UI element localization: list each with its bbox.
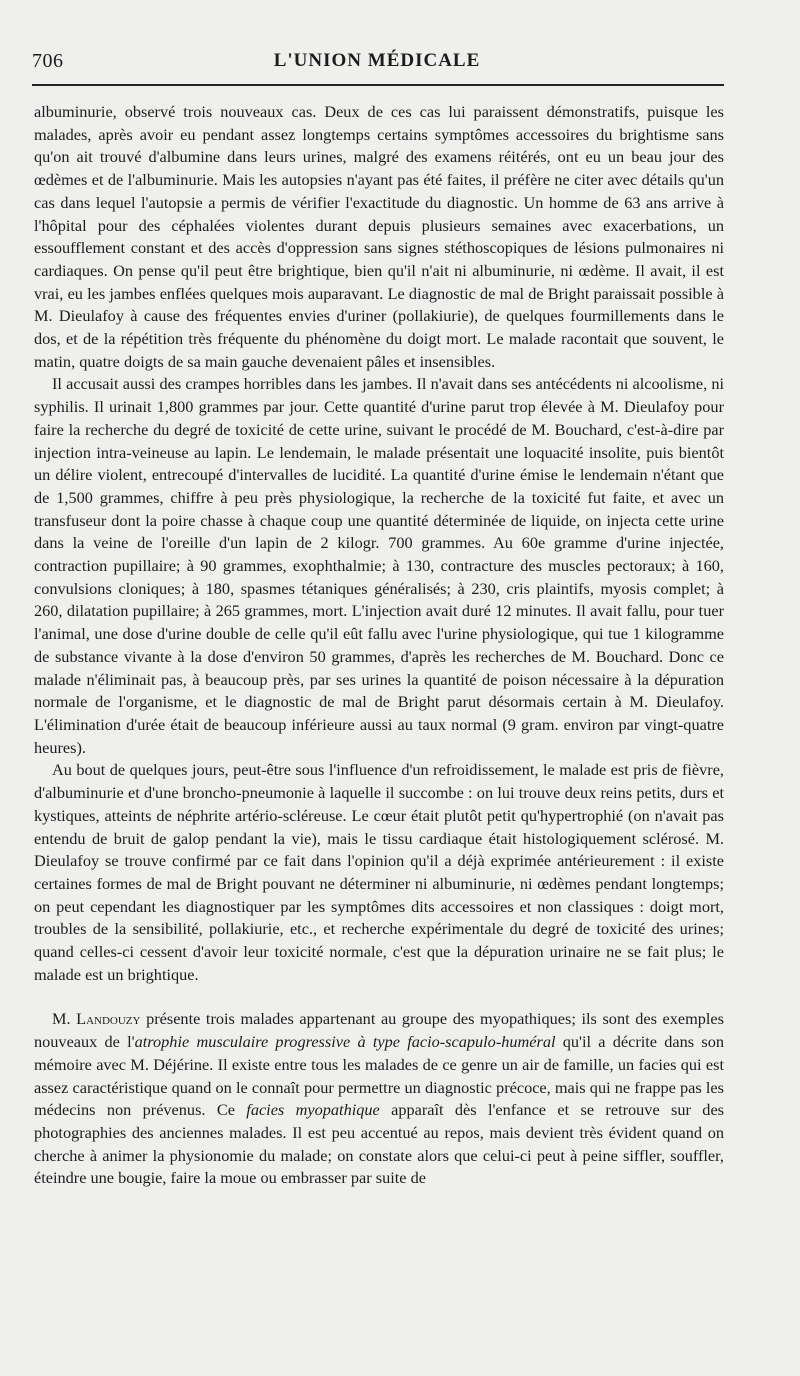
- speaker-name: M. Landouzy: [52, 1009, 141, 1029]
- paragraph-1: albuminurie, observé trois nouveaux cas. Deux de ces cas lui paraissent démonstratifs, puisque les malades, après avoir eu pendant assez longtemps certains symptômes accessoires du brightisme sans qu'on ait trouvé d'albumine dans leurs urines, malgré des examens réitérés, ont eu un beau jour des œdèmes et de l'albuminurie. Mais les autopsies n'ayant pas été faites, il préfère ne citer avec détails qu'un cas dans lequel l'autopsie a permis de vérifier l'exactitude du diagnostic. Un homme de 63 ans arrive à l'hôpital pour des céphalées violentes durant depuis plusieurs semaines avec exacerbations, un essoufflement constant et des accès d'oppression sans signes stéthoscopiques de lésions pulmonaires ni cardiaques. On pense qu'il peut être brightique, bien qu'il n'ait ni albuminurie, ni œdème. Il avait, il est vrai, eu les jambes enflées quelques mois auparavant. Le diagnostic de mal de Bright paraissait possible à M. Dieulafoy à cause des fréquentes envies d'uriner (pollakiurie), de quelques fourmillements dans le dos, et de la répétition très fréquente du phénomène du doigt mort. Le malade racontait que souvent, le matin, quatre doigts de sa main gauche devenaient pâles et insensibles.: [34, 102, 724, 371]
- header-rule: [32, 84, 724, 86]
- journal-title: L'UNION MÉDICALE: [273, 50, 481, 71]
- paragraph-4-part-3: apparaît dès l'enfance et se retrouve sur des photographies des anciennes malades. Il est peu accentué au repos, mais devient très évident quand on cherche à animer la physionomie du malade; on constate alors que celui-ci peut à peine siffler, souffler, éteindre une bougie, faire la moue ou embrasser par suite de: [34, 1100, 725, 1188]
- page-number: 706: [32, 50, 64, 72]
- paragraph-4-part-2: qu'il a décrite dans son mémoire avec M. Déjérine. Il existe entre tous les malades de ce genre un air de famille, un facies qui est assez caractéristique quand on le connaît pour permettre un diagnostic précoce, mais qui ne frappe pas les médecins non prévenus. Ce: [34, 1032, 724, 1120]
- paragraph-2: Il accusait aussi des crampes horribles dans les jambes. Il n'avait dans ses antécédents ni alcoolisme, ni syphilis. Il urinait 1,800 grammes par jour. Cette quantité d'urine parut trop élevée à M. Dieulafoy pour faire la recherche du degré de toxicité de cette urine, suivant le procédé de M. Bouchard, c'est-à-dire par injection intra-veineuse au lapin. Le lendemain, le malade présentait une loquacité insolite, puis bientôt un délire violent, entrecoupé d'intervalles de lucidité. La quantité d'urine émise le lendemain n'étant que de 1,500 grammes, chiffre à peu près physiologique, la recherche de la toxicité fut faite, et avec un transfuseur dont la poire chasse à chaque coup une quantité déterminée de liquide, on injecta cette urine dans la veine de l'oreille d'un lapin de 2 kilogr. 700 grammes. Au 60e gramme d'urine injectée, contraction pupillaire; à 90 grammes, exophthalmie; à 130, contracture des muscles pectoraux; à 160, convulsions cloniques; à 180, spasmes tétaniques généralisés; à 230, cris plaintifs, myosis complet; à 260, dilatation pupillaire; à 265 grammes, mort. L'injection avait duré 12 minutes. Il avait fallu, pour tuer l'animal, une dose d'urine double de celle qu'il eût fallu avec l'urine physiologique, qui tue 1 kilogramme de substance vivante à la dose d'environ 50 grammes, d'après les recherches de M. Bouchard. Donc ce malade n'éliminait pas, à beaucoup près, par ses urines la quantité de poison nécessaire à la dépuration normale de l'organisme, et le diagnostic de mal de Bright parut désormais certain à M. Dieulafoy. L'élimination d'urée était de beaucoup inférieure aussi au taux normal (9 gram. environ par vingt-quatre heures).: [34, 374, 724, 757]
- paragraph-4-part-1: présente trois malades appartenant au groupe des myopathiques; ils sont des exemples nouveaux de l': [34, 1009, 724, 1052]
- facies-term-italic: facies myopathique: [246, 1100, 380, 1120]
- article-body: [34, 101, 724, 1190]
- running-header: [32, 50, 722, 76]
- paragraph-4: [34, 1008, 724, 1190]
- disease-name-italic: atrophie musculaire progressive à type facio-scapulo-huméral: [134, 1032, 556, 1052]
- paragraph-3: Au bout de quelques jours, peut-être sous l'influence d'un refroidissement, le malade est pris de fièvre, d'albuminurie et d'une broncho-pneumonie à laquelle il succombe : on lui trouve deux reins petits, durs et kystiques, atteints de néphrite artério-scléreuse. Le cœur était plutôt petit qu'hypertrophié (on n'avait pas entendu de bruit de galop pendant la vie), mais le tissu cardiaque était histologiquement sclérosé. M. Dieulafoy se trouve confirmé par ce fait dans l'opinion qu'il a déjà exprimée antérieurement : il existe certaines formes de mal de Bright pouvant ne déterminer ni albuminurie, ni œdèmes pendant longtemps; on peut cependant les diagnostiquer par les symptômes dits accessoires et non classiques : doigt mort, troubles de la sensibilité, pollakiurie, etc., et recherche expérimentale du degré de toxicité des urines; quand celles-ci cessent d'avoir leur toxicité normale, c'est que la dépuration urinaire ne se fait plus; le malade est un brightique.: [34, 760, 724, 984]
